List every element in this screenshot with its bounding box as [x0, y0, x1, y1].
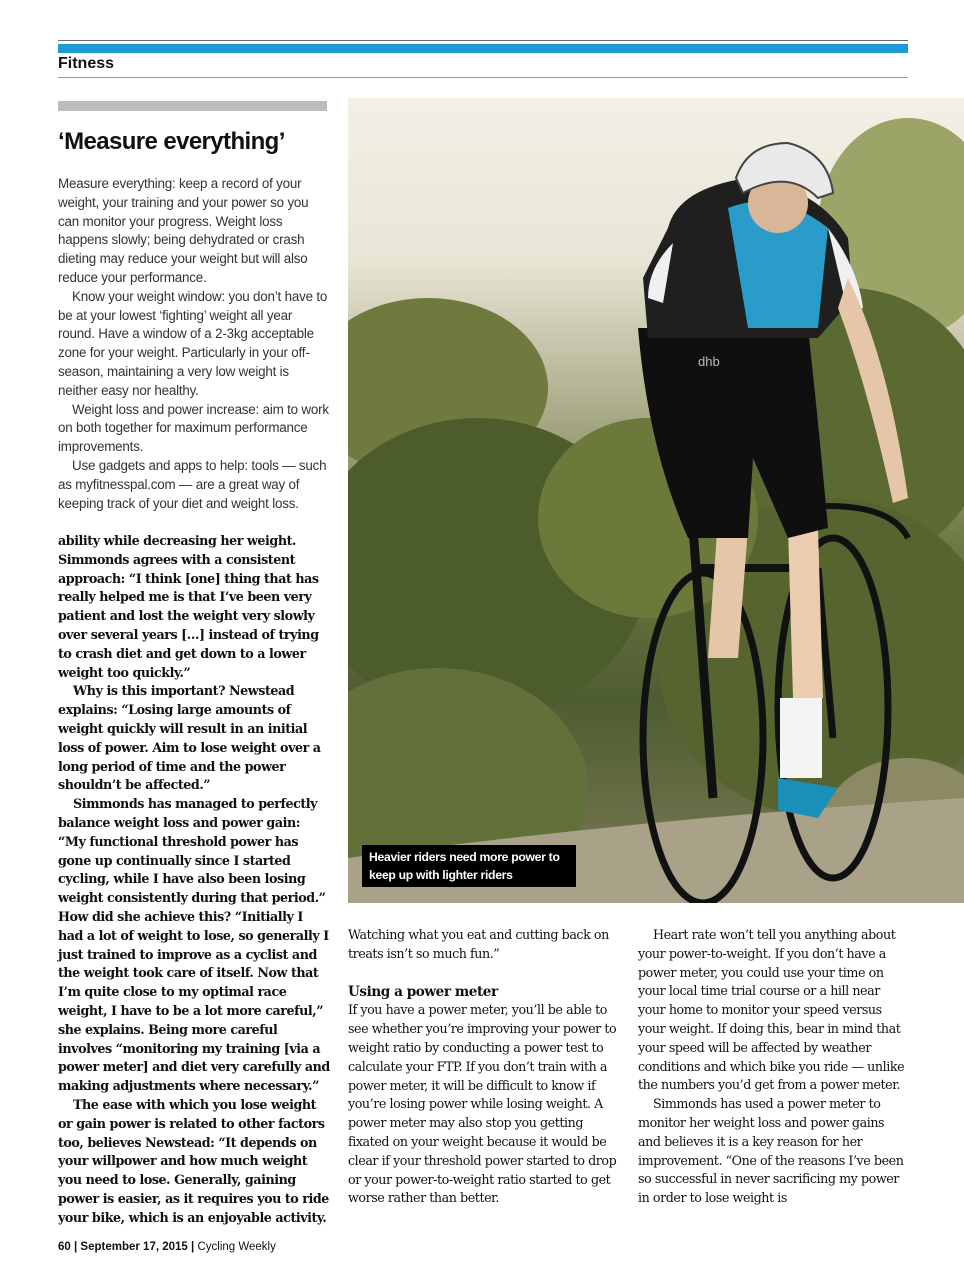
page-footer — [58, 1241, 276, 1253]
sidebar-paragraph: Know your weight window: you don’t have to be at your lowest ‘fighting’ weight all year round. Have a window of a 2-3kg acceptable zone for your weight. Particularly in your off-season, maintaining a very low weight is neither easy nor healthy. — [58, 288, 328, 398]
sidebar-paragraph: Weight loss and power increase: aim to work on both together for maximum performance improvements. — [58, 401, 329, 455]
footer-separator: | — [74, 1241, 78, 1253]
sidebar-box-title: ‘Measure everything’ — [58, 128, 285, 155]
article-paragraph: Simmonds has managed to perfectly balance weight loss and power gain: “My functional threshold power has gone up continually since I started cycling, while I have also been losing weight consistently during that period.” How did she achieve this? “Initially I had a lot of weight to lose, so generally I just trained to improve as a cyclist and the weight took care of itself. Now that I’m quite close to my optimal race weight, I have to be a lot more careful,” she explains. Being more careful involves “monitoring my training [via a power meter] and diet very carefully and making adjustments where necessary.” — [58, 796, 330, 1094]
sidebar-box-bar — [58, 101, 327, 111]
article-paragraph: Watching what you eat and cutting back on treats isn’t so much fun.” — [348, 927, 609, 961]
cyclist-illustration — [348, 98, 964, 903]
footer-separator: | — [191, 1241, 195, 1253]
article-paragraph: If you have a power meter, you’ll be able to see whether you’re improving your power to weight ratio by conducting a power test to calculate your FTP. If you don’t train with a power meter, it will be difficult to know if you’re losing power while losing weight. A power meter may also stop you getting fixated on your weight because it would be clear if your threshold power started to drop or your power-to-weight ratio started to get worse rather than better. — [348, 1002, 617, 1206]
section-label: Fitness — [58, 55, 115, 72]
article-paragraph: Simmonds has used a power meter to monitor her weight loss and power gains and believes it is a key reason for her improvement. “One of the reasons I’ve been so successful in never sacrificing my power in order to lose weight is — [638, 1096, 904, 1206]
page-number: 60 — [58, 1241, 71, 1253]
sidebar-box-body — [58, 175, 330, 513]
article-paragraph: The ease with which you lose weight or gain power is related to other factors too, believes Newstead: “It depends on your willpower and how much weight you need to lose. Generally, gaining power is easier, as it requires you to ride your bike, which is an enjoyable activity. — [58, 1096, 329, 1225]
article-column-3 — [638, 926, 908, 1208]
header-accent-bar — [58, 44, 908, 53]
subhead-power-meter: Using a power meter — [348, 983, 498, 1000]
issue-date: September 17, 2015 — [80, 1241, 188, 1253]
shorts-brand: dhb — [698, 354, 720, 369]
article-paragraph: ability while decreasing her weight. Simmonds agrees with a consistent approach: “I think [one] thing that has really helped me is that I’ve been very patient and lost the weight very slowly over several years […] instead of trying to crash diet and get down to a lower weight too quickly.” — [58, 533, 319, 680]
article-column-1 — [58, 532, 330, 1227]
article-paragraph: Why is this important? Newstead explains: “Losing large amounts of weight quickly will result in an initial loss of power. Aim to lose weight over a long period of time and the power shouldn’t be affected.” — [58, 683, 321, 793]
article-paragraph: Heart rate won’t tell you anything about your power-to-weight. If you don’t have a power meter, you could use your time on your local time trial course or a hill near your home to monitor your speed versus your weight. If doing this, bear in mind that your speed will be affected by weather conditions and which bike you ride — unlike the numbers you’d get from a power meter. — [638, 927, 905, 1093]
photo-caption: Heavier riders need more power to keep up with lighter riders — [362, 845, 576, 887]
top-rule — [58, 40, 908, 41]
section-rule — [58, 77, 908, 78]
article-column-2 — [348, 926, 618, 1208]
sidebar-paragraph: Measure everything: keep a record of your weight, your training and your power so you can monitor your progress. Weight loss happens slowly; being dehydrated or crash dieting may reduce your weight but will also reduce your performance. — [58, 176, 309, 285]
cyclist-photo — [348, 98, 964, 903]
sidebar-paragraph: Use gadgets and apps to help: tools — such as myfitnesspal.com — are a great way of keeping track of your diet and weight loss. — [58, 457, 327, 511]
magazine-name: Cycling Weekly — [197, 1241, 276, 1253]
